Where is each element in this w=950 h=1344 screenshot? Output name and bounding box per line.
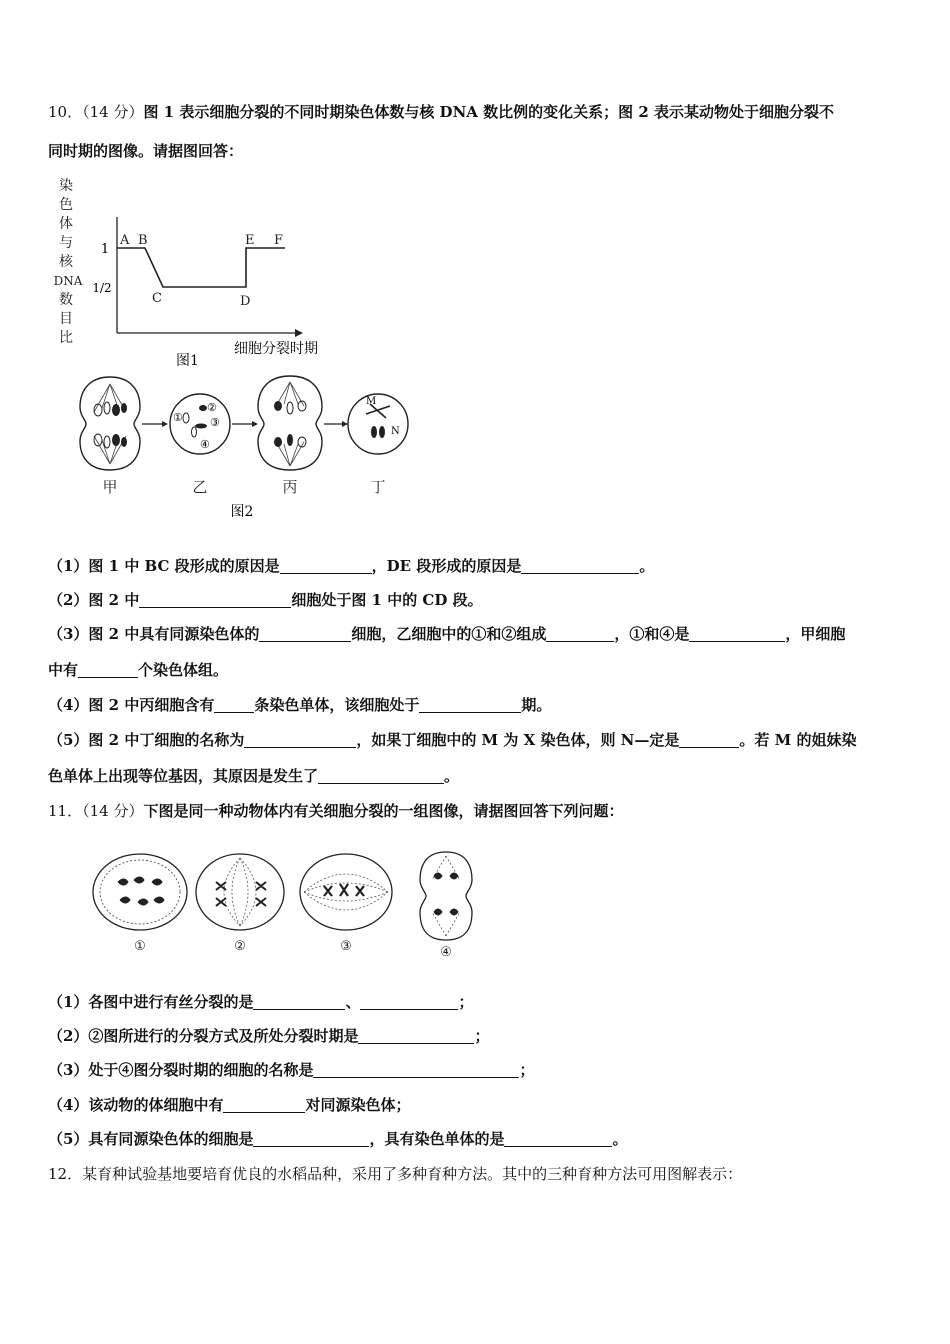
q11-sub5-text: 。 (612, 1130, 628, 1148)
q11-sub4-text: （4）该动物的体细胞中有 (48, 1096, 224, 1114)
q10-sub3-text: （3）图 2 中具有同源染色体的 (48, 625, 260, 643)
q11-stem-text: 下图是同一种动物体内有关细胞分裂的一组图像，请据图回答下列问题： (143, 802, 624, 820)
answer-blank[interactable] (214, 696, 254, 713)
q11-sub2 (48, 1026, 489, 1046)
answer-blank[interactable] (546, 625, 614, 642)
q11-cell-2 (196, 854, 284, 930)
q11-sub3-text: （3）处于④图分裂时期的细胞的名称是 (48, 1061, 314, 1079)
ylabel-char: DNA (53, 274, 83, 288)
answer-blank[interactable] (223, 1096, 305, 1113)
answer-blank[interactable] (253, 1130, 369, 1147)
x-axis-arrow (295, 329, 303, 337)
answer-blank[interactable] (244, 731, 356, 748)
q10-stem-line2: 同时期的图像。请据图回答： (48, 142, 244, 160)
figure-1-graph (48, 175, 358, 375)
q10-sub2-text: 细胞处于图 1 中的 CD 段。 (291, 591, 483, 609)
circle-mark: ② (207, 401, 217, 414)
q11-sub1-text: 、 (345, 993, 361, 1011)
figure-2-caption: 图2 (230, 504, 254, 520)
q11-sub5 (48, 1129, 627, 1149)
q10-sub5-text: 。 (444, 767, 460, 785)
point-label-e: E (245, 233, 255, 248)
cell-ding (348, 394, 408, 454)
cell-jia (80, 377, 140, 470)
point-label-b: B (138, 233, 148, 248)
q11-figure-label-3: ③ (340, 939, 352, 954)
q10-number: 10． (48, 103, 83, 121)
answer-blank[interactable] (358, 1027, 474, 1044)
cell-label-bing: 丙 (282, 478, 298, 496)
q10-sub4-text: （4）图 2 中丙细胞含有 (48, 696, 215, 714)
chrom-mark-m: M (366, 396, 377, 407)
q10-sub4-text: 条染色单体，该细胞处于 (254, 696, 420, 714)
answer-blank[interactable] (253, 993, 345, 1010)
q10-sub1-text: 。 (639, 557, 655, 575)
q11-figure-label-2: ② (234, 939, 246, 954)
q11-figure-label-4: ④ (440, 945, 452, 960)
answer-blank[interactable] (139, 591, 291, 608)
q10-sub5-text: 色单体上出现等位基因，其原因是发生了 (48, 767, 319, 785)
q10-stem-text: 图 1 表示细胞分裂的不同时期染色体数与核 DNA 数比例的变化关系；图 2 表示某动物处于细胞分裂不 (143, 103, 835, 121)
q11-sub5-text: （5）具有同源染色体的细胞是 (48, 1130, 254, 1148)
answer-blank[interactable] (689, 625, 785, 642)
ylabel-char: 与 (59, 235, 73, 251)
q10-sub1 (48, 556, 654, 576)
q10-sub5-line2 (48, 766, 459, 786)
point-label-a: A (120, 233, 130, 248)
y-tick-half: 1/2 (92, 281, 112, 295)
q12-stem: 12．某育种试验基地要培育优良的水稻品种，采用了多种育种方法。其中的三种育种方法可用图解表示： (48, 1165, 743, 1183)
q10-sub3-line1 (48, 624, 845, 644)
q11-cell-3 (300, 854, 392, 930)
q11-figure-label-1: ① (134, 939, 146, 954)
q11-number: 11． (48, 802, 83, 820)
figure-1-xlabel: 细胞分裂时期 (234, 341, 318, 357)
ylabel-char: 色 (59, 197, 73, 213)
circle-mark: ④ (200, 438, 210, 451)
cell-yi (170, 394, 230, 454)
q10-score: （14 分） (82, 103, 144, 121)
q10-sub5-text: 。若 M 的姐妹染 (739, 731, 857, 749)
cell-label-ding: 丁 (370, 478, 386, 496)
q11-sub4 (48, 1095, 410, 1115)
q11-sub2-text: （2）②图所进行的分裂方式及所处分裂时期是 (48, 1027, 359, 1045)
answer-blank[interactable] (259, 625, 351, 642)
chrom-mark-n: N (391, 426, 400, 437)
q10-sub3-text: ，①和④是 (614, 625, 690, 643)
ylabel-char: 染 (59, 178, 73, 194)
q11-sub5-text: ，具有染色单体的是 (369, 1130, 505, 1148)
q11-score: （14 分） (82, 802, 144, 820)
q10-sub2 (48, 590, 483, 610)
answer-blank[interactable] (318, 767, 444, 784)
cell-label-jia: 甲 (102, 478, 118, 496)
q10-sub5-text: （5）图 2 中丁细胞的名称为 (48, 731, 245, 749)
q11-stem (48, 801, 623, 821)
q10-sub1-text: （1）图 1 中 BC 段形成的原因是 (48, 557, 280, 575)
ratio-curve (117, 248, 285, 287)
point-labels (119, 233, 283, 309)
ylabel-char: 目 (59, 311, 73, 327)
q10-stem-line1 (48, 102, 834, 122)
point-label-d: D (240, 294, 251, 309)
cell-bing (258, 376, 322, 470)
answer-blank[interactable] (504, 1130, 612, 1147)
q10-sub4 (48, 695, 551, 715)
ylabel-char: 核 (59, 254, 73, 270)
q11-sub4-text: 对同源染色体； (305, 1096, 411, 1114)
ylabel-char: 体 (59, 216, 73, 232)
q10-sub3-text: 细胞，乙细胞中的①和②组成 (351, 625, 547, 643)
figure-1-caption: 图1 (176, 353, 199, 369)
q10-sub2-text: （2）图 2 中 (48, 591, 140, 609)
figure-2-cells (70, 370, 420, 522)
q10-sub3-text: ，甲细胞 (785, 625, 846, 643)
y-tick-1: 1 (100, 242, 110, 257)
point-label-f: F (274, 233, 284, 248)
answer-blank[interactable] (419, 696, 521, 713)
q10-sub5-text: ，如果丁细胞中的 M 为 X 染色体，则 N—定是 (356, 731, 680, 749)
circle-mark: ① (173, 411, 183, 424)
answer-blank[interactable] (313, 1061, 519, 1078)
q10-sub1-text: ，DE 段形成的原因是 (371, 557, 522, 575)
q11-sub1-text: ； (458, 993, 474, 1011)
ylabel-char: 比 (59, 330, 73, 346)
answer-blank[interactable] (280, 557, 372, 574)
q10-sub5-line1 (48, 730, 856, 750)
answer-blank[interactable] (521, 557, 639, 574)
q11-sub1 (48, 992, 473, 1012)
q11-sub1-text: （1）各图中进行有丝分裂的是 (48, 993, 254, 1011)
q11-figure-cells (88, 846, 488, 962)
cell-label-yi: 乙 (192, 478, 208, 496)
q10-sub4-text: 期。 (521, 696, 552, 714)
q10-sub3-text: 个染色体组。 (138, 661, 229, 679)
q10-sub3-text: 中有 (48, 661, 79, 679)
point-label-c: C (152, 291, 162, 306)
q11-sub2-text: ； (474, 1027, 490, 1045)
q11-sub3-text: ； (519, 1061, 535, 1079)
q11-sub3 (48, 1060, 534, 1080)
answer-blank[interactable] (78, 661, 138, 678)
q11-cell-1 (93, 854, 187, 930)
q10-sub3-line2 (48, 660, 228, 680)
figure-1-ylabel (54, 177, 83, 346)
answer-blank[interactable] (360, 993, 458, 1010)
q11-cell-4 (420, 852, 472, 940)
circle-mark: ③ (210, 416, 220, 429)
ylabel-char: 数 (59, 292, 73, 308)
answer-blank[interactable] (679, 731, 739, 748)
